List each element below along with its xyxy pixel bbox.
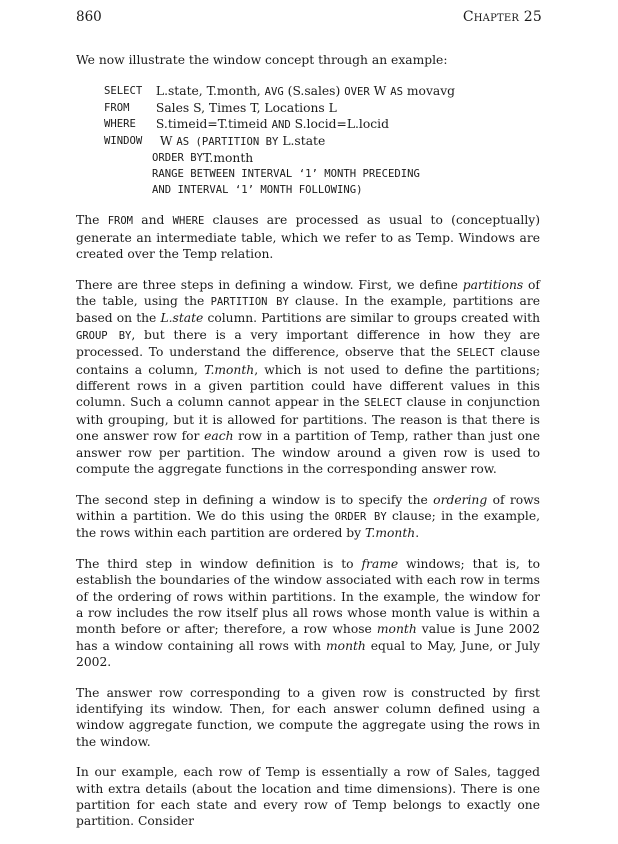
sql-orderby-line: ORDER BY T.month bbox=[152, 151, 254, 166]
paragraph-from-where: The FROM and WHERE clauses are processed as usual to (conceptually) generate an intermediate table, which we refer to as Temp. Windows are created over the Temp relation. bbox=[76, 213, 541, 262]
page-body bbox=[76, 52, 540, 844]
sql-keyword: SELECT bbox=[104, 85, 143, 98]
paragraph-example: In our example, each row of Temp is essentially a row of Sales, tagged with extra details (about the location and time dimensions). There is one partition for each state and every row of Temp belongs to exactly one partition. Consider bbox=[76, 765, 540, 829]
sql-and-line: AND INTERVAL ‘1’ MONTH FOLLOWING) bbox=[152, 184, 363, 197]
sql-range-line: RANGE BETWEEN INTERVAL ‘1’ MONTH PRECEDING bbox=[152, 168, 420, 181]
page-number: 860 bbox=[76, 9, 102, 25]
sql-example bbox=[104, 83, 540, 198]
sql-from-line: FROM Sales S, Times T, Locations L bbox=[104, 101, 337, 116]
sql-window-line: WINDOW W AS (PARTITION BY L.state bbox=[104, 134, 326, 149]
paragraph-answer-row: The answer row corresponding to a given row is constructed by first identifying its window. Then, for each answer column defined using a window aggregate function, we compute the aggregate using the rows in the window. bbox=[76, 685, 540, 749]
intro-paragraph: We now illustrate the window concept through an example: bbox=[76, 53, 448, 67]
paragraph-ordering: The second step in defining a window is to specify the ordering of rows within a partition. We do this using the ORDER BY clause; in the example, the rows within each partition are ordered by T.month. bbox=[76, 492, 541, 541]
sql-keyword: WINDOW bbox=[104, 135, 143, 148]
chapter-title: Chapter 25 bbox=[462, 9, 542, 25]
sql-where-line: WHERE S.timeid=T.timeid AND S.locid=L.locid bbox=[104, 117, 389, 132]
paragraph-partitions: There are three steps in defining a window. First, we define partitions of the table, using the PARTITION BY clause. In the example, partitions are based on the L.state column. Partitions are similar to groups created with GROUP BY, but there is a very important difference in how they are processed. To understand the difference, observe that the SELECT clause contains a column, T.month, which is not used to define the partitions; different rows in a given partition could have different values in this column. Such a column cannot appear in the SELECT clause in conjunction with grouping, but it is allowed for partitions. The reason is that there is one answer row for each row in a partition of Temp, rather than just one answer row per partition. The window around a given row is used to compute the aggregate functions in the corresponding answer row. bbox=[76, 277, 541, 477]
sql-keyword: WHERE bbox=[104, 118, 136, 131]
sql-select-line: SELECT L.state, T.month, AVG (S.sales) OVER W AS movavg bbox=[104, 84, 456, 99]
sql-keyword: FROM bbox=[104, 102, 130, 115]
paragraph-frame: The third step in window definition is to frame windows; that is, to establish the boundaries of the window associated with each row in terms of the ordering of rows within partitions. In the example, the window for a row includes the row itself plus all rows whose month value is within a month before or after; therefore, a row whose month value is June 2002 has a window containing all rows with month equal to May, June, or July 2002. bbox=[76, 556, 540, 670]
running-header bbox=[76, 9, 542, 31]
